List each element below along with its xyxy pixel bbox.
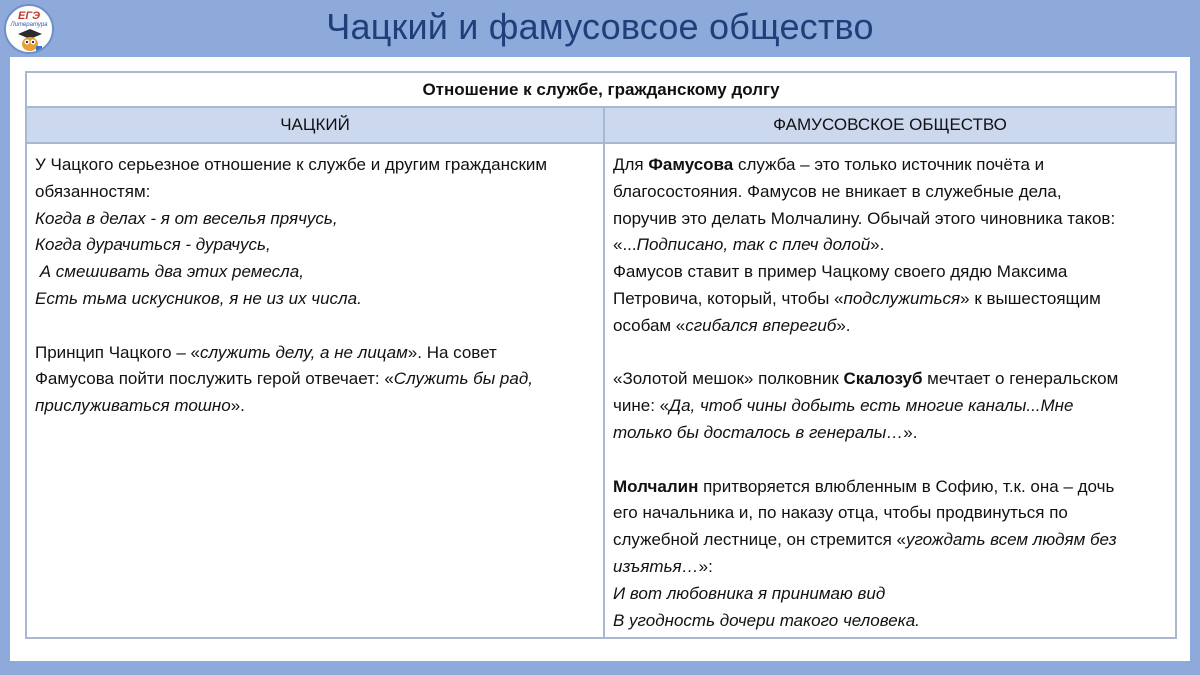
- table-body: [27, 144, 1175, 639]
- text-line: Фамусова пойти послужить герой отвечает: «Служить бы рад,: [35, 369, 533, 389]
- content-panel: [10, 57, 1190, 661]
- text-line: Молчалин притворяется влюбленным в Софию, т.к. она – дочь: [613, 476, 1115, 496]
- text-line: Петровича, который, чтобы «подслужиться» к вышестоящим: [613, 288, 1101, 308]
- quote-line: Когда дурачиться - дурачусь,: [35, 235, 271, 255]
- quote-line: Когда в делах - я от веселья прячусь,: [35, 208, 338, 228]
- text-line: У Чацкого серьезное отношение к службе и другим гражданским: [35, 155, 548, 174]
- logo-text: ЕГЭ: [18, 10, 40, 22]
- text-line: только бы досталось в генералы…».: [613, 422, 918, 442]
- column-header-chatsky: ЧАЦКИЙ: [280, 115, 350, 134]
- quote-line: И вот любовника я принимаю вид: [613, 583, 886, 603]
- text-line: Принцип Чацкого – «служить делу, а не лицам». На совет: [35, 342, 497, 362]
- text-line: прислуживаться тошно».: [35, 396, 245, 416]
- column-header-famusov-society: ФАМУСОВСКОЕ ОБЩЕСТВО: [603, 108, 1175, 142]
- text-line: служебной лестнице, он стремится «угождать всем людям без: [613, 530, 1117, 550]
- text-line: его начальника и, по наказу отца, чтобы продвинуться по: [613, 503, 1068, 523]
- text-line: Для Фамусова служба – это только источник почёта и: [613, 155, 1045, 174]
- cell-chatsky: [27, 144, 603, 639]
- text-line: «Золотой мешок» полковник Скалозуб мечтает о генеральском: [613, 369, 1119, 389]
- logo-subtitle: Литература: [10, 22, 48, 28]
- text-line: изъятья…»:: [613, 556, 713, 576]
- column-headers: [27, 108, 1175, 144]
- text-line: «...Подписано, так с плеч долой».: [613, 235, 885, 255]
- text-line: благосостояния. Фамусов не вникает в служебные дела,: [613, 181, 1062, 201]
- page-title: Чацкий и фамусовсое общество: [326, 6, 874, 47]
- text-line: чине: «Да, чтоб чины добыть есть многие каналы...Мне: [613, 396, 1074, 416]
- text-line: Фамусов ставит в пример Чацкому своего дядю Максима: [613, 262, 1068, 282]
- text-line: особам «сгибался вперегиб».: [613, 315, 851, 335]
- quote-line: В угодность дочери такого человека.: [613, 610, 920, 630]
- quote-line: А смешивать два этих ремесла,: [35, 262, 304, 282]
- text-line: поручив это делать Молчалину. Обычай этого чиновника таков:: [613, 208, 1116, 228]
- comparison-table: [25, 71, 1177, 639]
- cell-famusov-society: [603, 144, 1175, 639]
- table-header: Отношение к службе, гражданскому долгу: [27, 73, 1175, 108]
- text-line: обязанностям:: [35, 181, 151, 201]
- quote-line: Есть тьма искусников, я не из их числа.: [35, 288, 362, 308]
